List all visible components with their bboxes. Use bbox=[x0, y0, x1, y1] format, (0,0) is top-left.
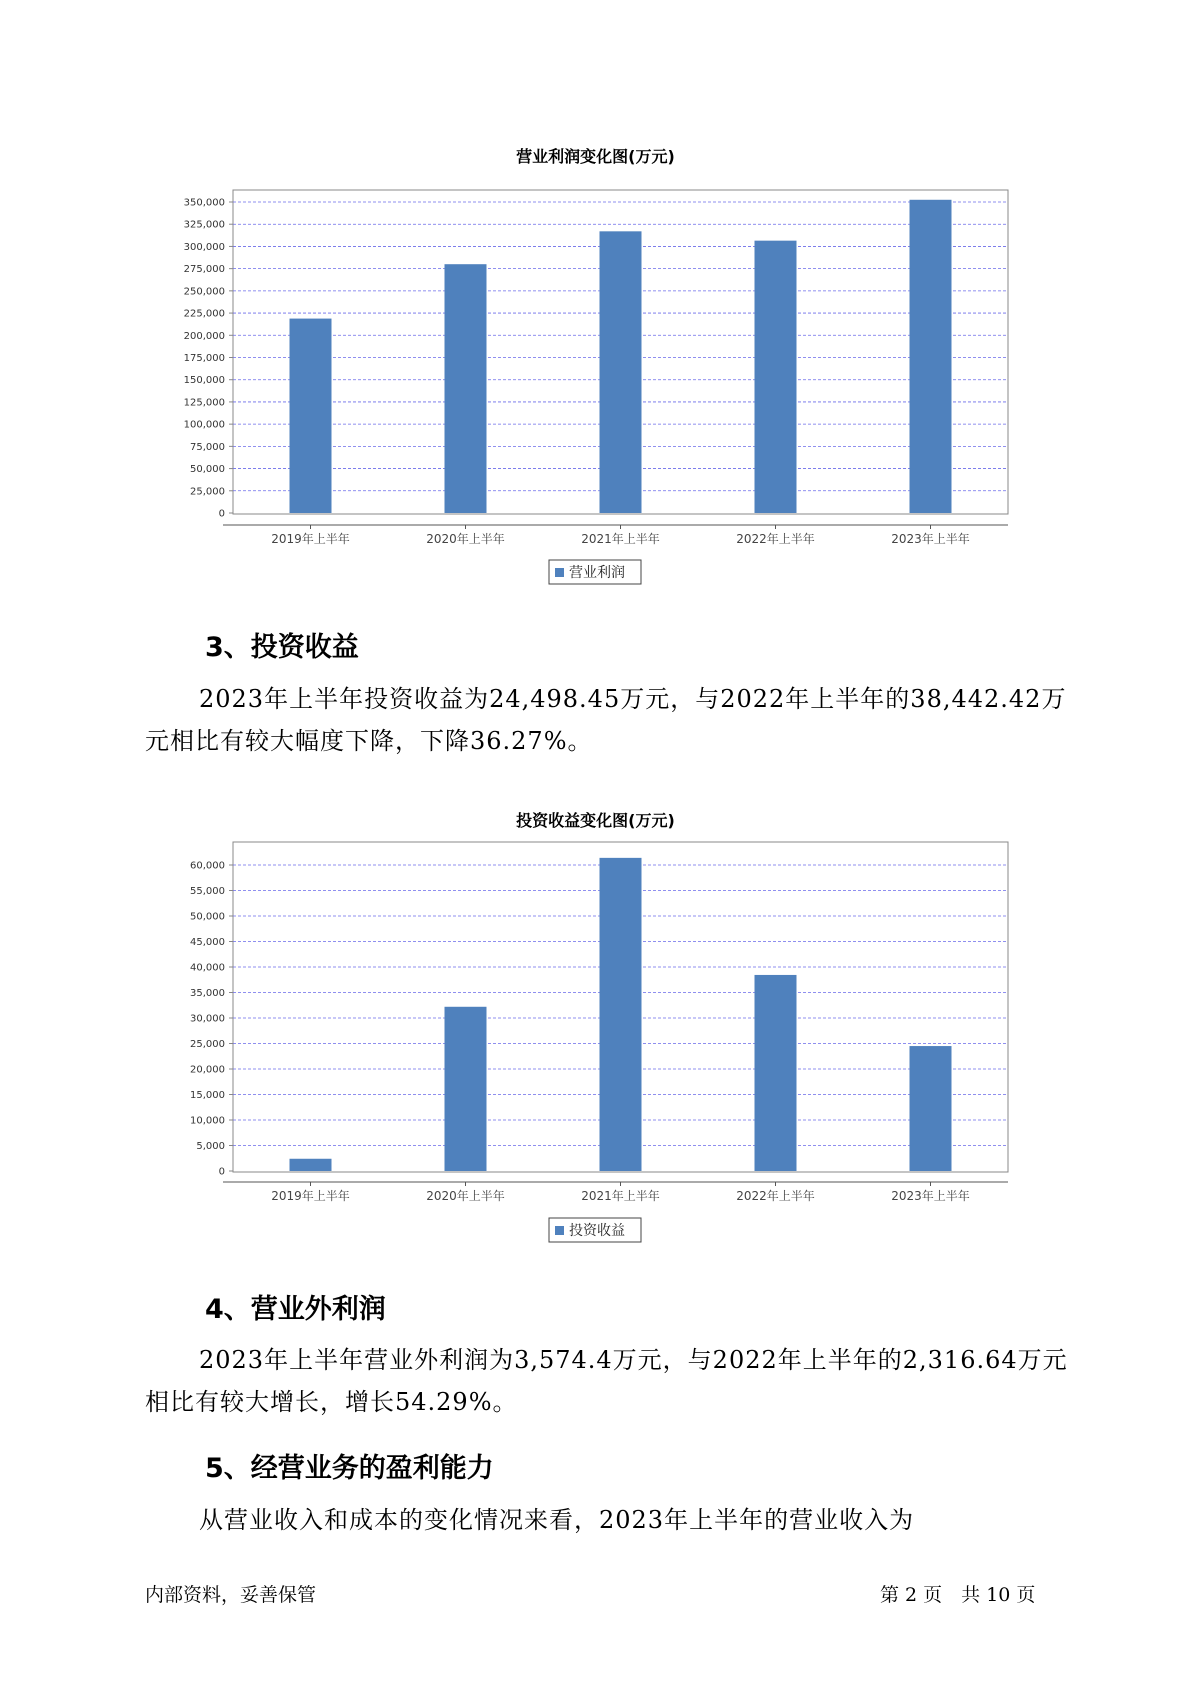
y-tick-label: 350,000 bbox=[183, 197, 225, 209]
chart1-title: 营业利润变化图(万元) bbox=[516, 147, 675, 166]
investment-income-chart bbox=[0, 825, 1191, 1245]
y-tick-label: 50,000 bbox=[190, 911, 225, 923]
footer-page-number: 第 2 页 共 10 页 bbox=[880, 1584, 1036, 1606]
y-tick-label: 225,000 bbox=[183, 308, 225, 320]
y-tick-label: 325,000 bbox=[183, 219, 225, 231]
x-tick-label: 2021年上半年 bbox=[581, 1189, 660, 1203]
x-tick-label: 2019年上半年 bbox=[271, 1189, 350, 1203]
bar bbox=[910, 200, 952, 513]
bar bbox=[755, 975, 797, 1171]
y-tick-label: 100,000 bbox=[183, 419, 225, 431]
x-tick-label: 2023年上半年 bbox=[891, 532, 970, 546]
y-tick-label: 45,000 bbox=[190, 937, 225, 948]
y-tick-label: 40,000 bbox=[190, 962, 225, 974]
section-heading-profitability: 5、经营业务的盈利能力 bbox=[205, 1453, 494, 1484]
y-tick-label: 275,000 bbox=[183, 264, 225, 276]
x-tick-label: 2022年上半年 bbox=[736, 532, 815, 546]
section-heading-investment-income: 3、投资收益 bbox=[205, 632, 359, 663]
legend bbox=[549, 560, 641, 584]
legend bbox=[549, 1218, 641, 1242]
x-tick-label: 2019年上半年 bbox=[271, 532, 350, 546]
operating-profit-chart bbox=[0, 160, 1191, 580]
bar bbox=[445, 1007, 487, 1171]
bar bbox=[755, 241, 797, 513]
y-tick-label: 20,000 bbox=[190, 1064, 225, 1076]
legend-label: 营业利润 bbox=[569, 565, 625, 581]
chart2-title: 投资收益变化图(万元) bbox=[516, 811, 675, 830]
legend-swatch bbox=[555, 568, 564, 577]
bar bbox=[445, 264, 487, 513]
y-tick-label: 125,000 bbox=[183, 397, 225, 409]
bar bbox=[910, 1046, 952, 1171]
y-tick-label: 0 bbox=[218, 508, 225, 520]
y-tick-label: 200,000 bbox=[183, 330, 225, 342]
x-tick-label: 2020年上半年 bbox=[426, 532, 505, 546]
bar bbox=[290, 319, 332, 513]
x-tick-label: 2022年上半年 bbox=[736, 1189, 815, 1203]
y-tick-label: 75,000 bbox=[190, 441, 225, 453]
y-tick-label: 150,000 bbox=[183, 375, 225, 387]
y-tick-label: 0 bbox=[218, 1166, 225, 1178]
bar bbox=[600, 858, 642, 1171]
bar bbox=[290, 1159, 332, 1171]
footer-confidential-note: 内部资料，妥善保管 bbox=[145, 1584, 317, 1606]
section-text-profitability: 从营业收入和成本的变化情况来看，2023年上半年的营业收入为 bbox=[199, 1506, 915, 1534]
y-tick-label: 60,000 bbox=[190, 860, 225, 872]
y-tick-label: 25,000 bbox=[190, 1039, 225, 1050]
y-tick-label: 30,000 bbox=[190, 1013, 225, 1025]
y-tick-label: 50,000 bbox=[190, 464, 225, 476]
legend-label: 投资收益 bbox=[569, 1223, 625, 1239]
y-tick-label: 250,000 bbox=[183, 286, 225, 298]
section-heading-non-operating-profit: 4、营业外利润 bbox=[205, 1294, 386, 1325]
x-tick-label: 2023年上半年 bbox=[891, 1189, 970, 1203]
y-tick-label: 300,000 bbox=[183, 241, 225, 253]
bar bbox=[600, 231, 642, 513]
x-tick-label: 2020年上半年 bbox=[426, 1189, 505, 1203]
y-tick-label: 55,000 bbox=[190, 886, 225, 897]
section-text-non-operating-profit: 2023年上半年营业外利润为3,574.4万元，与2022年上半年的2,316.64万元相比有较大增长，增长54.29%。 bbox=[145, 1346, 1068, 1416]
y-tick-label: 175,000 bbox=[183, 353, 225, 364]
y-tick-label: 5,000 bbox=[196, 1141, 225, 1152]
y-tick-label: 25,000 bbox=[190, 486, 225, 498]
x-tick-label: 2021年上半年 bbox=[581, 532, 660, 546]
legend-swatch bbox=[555, 1226, 564, 1235]
y-tick-label: 15,000 bbox=[190, 1090, 225, 1101]
y-tick-label: 35,000 bbox=[190, 988, 225, 999]
section-text-investment-income: 2023年上半年投资收益为24,498.45万元，与2022年上半年的38,442.42万元相比有较大幅度下降，下降36.27%。 bbox=[145, 685, 1067, 755]
y-tick-label: 10,000 bbox=[190, 1115, 225, 1127]
